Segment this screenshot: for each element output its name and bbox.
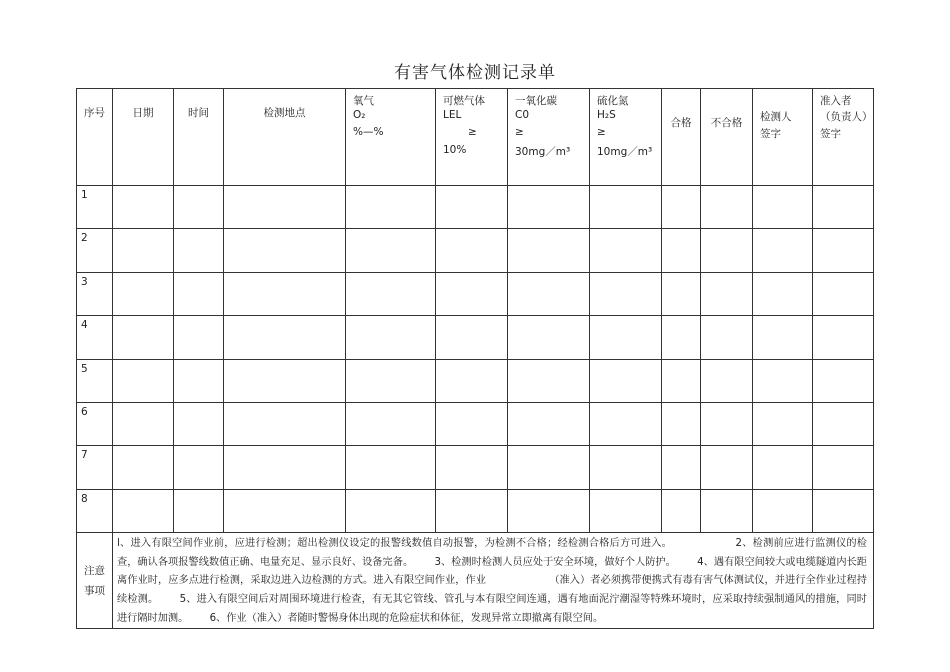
table-cell <box>662 316 701 359</box>
table-cell <box>813 359 874 402</box>
table-cell <box>174 446 224 489</box>
table-cell <box>436 229 508 272</box>
note-item-4b: （准入）者必须携带便携式有毒有害气体测试仪，并进行全作业过程持续检测。 <box>117 575 867 605</box>
table-cell <box>436 489 508 532</box>
header-oxygen-name: 氧气 <box>353 95 374 107</box>
note-item-6: 6、作业（准入）者随时警惕身体出现的危险症状和体征，发现异常立即撤离有限空间。 <box>209 612 604 624</box>
table-row <box>77 272 874 315</box>
table-cell <box>662 446 701 489</box>
table-cell <box>753 272 813 315</box>
table-cell <box>508 272 590 315</box>
row-number: 7 <box>77 446 113 489</box>
table-row <box>77 446 874 489</box>
table-cell <box>113 229 174 272</box>
table-cell <box>174 186 224 229</box>
header-co-op: ≥ <box>515 126 524 138</box>
table-cell <box>590 272 662 315</box>
header-co <box>508 89 590 186</box>
table-cell <box>224 272 346 315</box>
table-cell <box>590 402 662 445</box>
table-cell <box>701 316 753 359</box>
header-location: 检测地点 <box>224 89 346 186</box>
table-cell <box>701 446 753 489</box>
table-cell <box>346 272 436 315</box>
table-cell <box>113 446 174 489</box>
table-cell <box>346 446 436 489</box>
form-title: 有害气体检测记录单 <box>394 63 556 83</box>
notes-label-line2: 事项 <box>84 584 105 597</box>
table-cell <box>753 186 813 229</box>
table-row <box>77 316 874 359</box>
table-cell <box>436 446 508 489</box>
table-cell <box>590 446 662 489</box>
table-cell <box>701 186 753 229</box>
table-cell <box>113 402 174 445</box>
table-cell <box>436 402 508 445</box>
row-number: 2 <box>77 229 113 272</box>
notes-label <box>77 533 113 629</box>
table-cell <box>662 489 701 532</box>
table-cell <box>753 402 813 445</box>
table-cell <box>346 489 436 532</box>
table-cell <box>508 402 590 445</box>
table-cell <box>436 359 508 402</box>
header-approver <box>813 89 874 186</box>
table-cell <box>113 489 174 532</box>
record-table <box>76 88 874 629</box>
table-cell <box>508 186 590 229</box>
header-row <box>77 89 874 186</box>
table-cell <box>174 229 224 272</box>
table-cell <box>224 229 346 272</box>
table-cell <box>662 359 701 402</box>
row-number: 3 <box>77 272 113 315</box>
row-number: 1 <box>77 186 113 229</box>
table-cell <box>662 229 701 272</box>
note-item-4: 4、遇有限空间较大或电缆隧道内长距离作业时，应多点进行检测，采取边进入边检测的方式。进入有限空间作业，作业 <box>117 556 867 587</box>
table-cell <box>753 359 813 402</box>
header-time: 时间 <box>174 89 224 186</box>
table-cell <box>436 186 508 229</box>
row-number: 6 <box>77 402 113 445</box>
record-rows <box>77 186 874 533</box>
table-row <box>77 186 874 229</box>
table-cell <box>753 446 813 489</box>
table-cell <box>753 229 813 272</box>
table-cell <box>590 489 662 532</box>
table-cell <box>436 272 508 315</box>
table-cell <box>701 402 753 445</box>
table-cell <box>113 186 174 229</box>
header-h2s-name: 硫化氮 <box>597 95 629 107</box>
row-number: 8 <box>77 489 113 532</box>
table-cell <box>346 402 436 445</box>
table-cell <box>753 489 813 532</box>
header-combustible-name: 可燃气体 <box>443 95 485 107</box>
table-cell <box>590 359 662 402</box>
header-oxygen-range: %—% <box>353 126 384 138</box>
table-cell <box>346 316 436 359</box>
header-approver-line1: 准入者 <box>820 95 852 107</box>
header-oxygen <box>346 89 436 186</box>
table-cell <box>346 359 436 402</box>
table-cell <box>224 316 346 359</box>
table-cell <box>436 316 508 359</box>
header-combustible-limit: 10% <box>443 144 467 156</box>
header-inspector-line2: 签字 <box>760 128 781 140</box>
header-pass: 合格 <box>662 89 701 186</box>
table-cell <box>813 446 874 489</box>
table-cell <box>224 402 346 445</box>
header-h2s-limit: 10mg／m³ <box>597 146 653 158</box>
table-cell <box>813 229 874 272</box>
table-cell <box>174 402 224 445</box>
table-row <box>77 402 874 445</box>
table-cell <box>224 186 346 229</box>
header-inspector-line1: 检测人 <box>760 111 792 123</box>
table-cell <box>813 316 874 359</box>
note-item-3: 3、检测时检测人员应处于安全环境，做好个人防护。 <box>434 556 676 568</box>
header-oxygen-formula: O₂ <box>353 109 366 121</box>
table-cell <box>701 272 753 315</box>
table-cell <box>701 489 753 532</box>
table-row <box>77 489 874 532</box>
table-cell <box>224 359 346 402</box>
table-cell <box>174 489 224 532</box>
header-co-limit: 30mg／m³ <box>515 146 571 158</box>
table-cell <box>701 229 753 272</box>
header-fail: 不合格 <box>701 89 753 186</box>
header-co-formula: C0 <box>515 109 530 121</box>
table-row <box>77 229 874 272</box>
table-cell <box>174 272 224 315</box>
table-cell <box>113 359 174 402</box>
table-cell <box>346 186 436 229</box>
header-approver-line2: （负责人） <box>820 111 873 123</box>
header-h2s-op: ≥ <box>597 126 606 138</box>
table-cell <box>174 316 224 359</box>
header-approver-line3: 签字 <box>820 128 841 140</box>
note-item-5: 5、进入有限空间后对周围环境进行检查，有无其它管线、管孔与本有限空间连通，遇有地面泥泞潮湿等特殊环境时，应采取持续强制通风的措施，同时进行隔时加测。 <box>117 593 867 624</box>
table-cell <box>813 272 874 315</box>
note-item-2: 2、检测前应进行监测仪的检查，确认各项报警线数值正确、电量充足、显示良好、设备完备。 <box>117 538 867 568</box>
table-cell <box>813 402 874 445</box>
table-cell <box>346 229 436 272</box>
table-cell <box>508 316 590 359</box>
table-cell <box>813 489 874 532</box>
header-combustible-op: ≥ <box>468 126 477 138</box>
table-cell <box>590 316 662 359</box>
header-h2s-formula: H₂S <box>597 109 616 121</box>
header-seq: 序号 <box>77 89 113 186</box>
table-cell <box>508 489 590 532</box>
table-cell <box>174 359 224 402</box>
table-cell <box>508 229 590 272</box>
notes-label-line1: 注意 <box>84 564 105 577</box>
header-h2s <box>590 89 662 186</box>
header-co-name: 一氧化碳 <box>515 95 557 107</box>
table-cell <box>813 186 874 229</box>
table-cell <box>590 186 662 229</box>
notes-row <box>77 533 874 629</box>
table-cell <box>113 316 174 359</box>
table-cell <box>508 446 590 489</box>
header-inspector <box>753 89 813 186</box>
table-cell <box>508 359 590 402</box>
table-cell <box>590 229 662 272</box>
table-cell <box>662 402 701 445</box>
header-combustible <box>436 89 508 186</box>
table-cell <box>113 272 174 315</box>
table-cell <box>662 272 701 315</box>
table-cell <box>662 186 701 229</box>
table-row <box>77 359 874 402</box>
header-date: 日期 <box>113 89 174 186</box>
notes-text <box>113 533 874 629</box>
table-cell <box>224 446 346 489</box>
row-number: 5 <box>77 359 113 402</box>
row-number: 4 <box>77 316 113 359</box>
table-cell <box>701 359 753 402</box>
table-cell <box>753 316 813 359</box>
table-cell <box>224 489 346 532</box>
note-item-1: l、进入有限空间作业前，应进行检测；超出检测仪设定的报警线数值自动报警，为检测不合格；经检测合格后方可进入。 <box>117 538 673 550</box>
header-combustible-unit: LEL <box>443 109 462 121</box>
